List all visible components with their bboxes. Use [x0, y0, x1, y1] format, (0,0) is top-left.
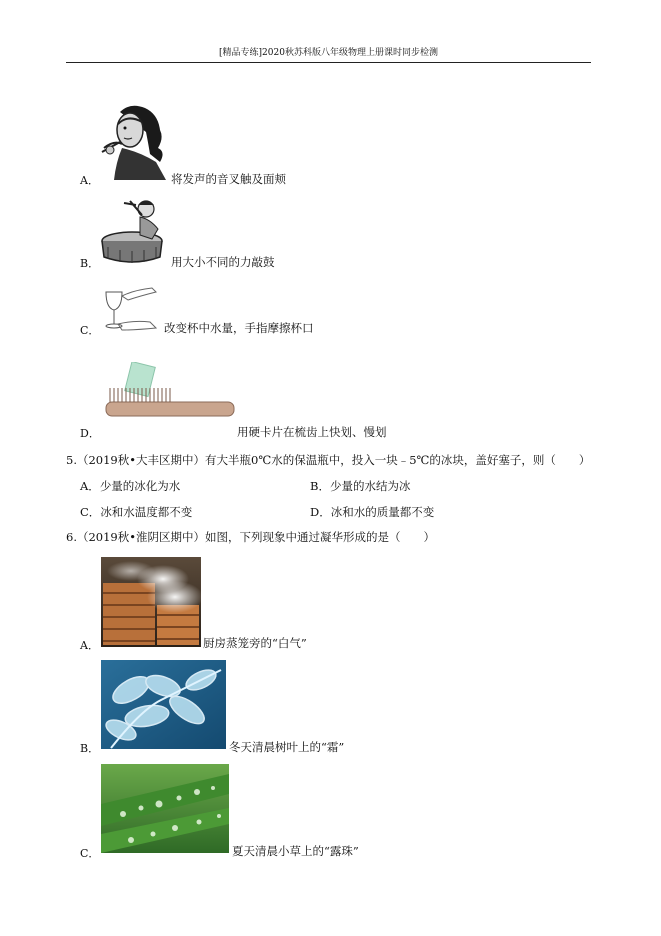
- q4-option-b-text: 用大小不同的力敲鼓: [171, 255, 275, 269]
- q6-option-a-text: 厨房蒸笼旁的“白气”: [203, 636, 307, 650]
- q5-option-a-text: 少量的冰化为水: [99, 479, 181, 493]
- q4-option-a-label: A．: [80, 174, 99, 187]
- dew-grass-photo-icon: [101, 764, 229, 853]
- q4-option-d-label: D．: [80, 427, 100, 440]
- q6-option-b-label: B．: [80, 742, 100, 755]
- frost-leaves-photo-icon: [101, 660, 226, 749]
- q5-option-c: [80, 505, 192, 520]
- q4-option-b-label: B．: [80, 257, 100, 270]
- steamer-photo-icon: [101, 557, 201, 647]
- q4-option-c-text: 改变杯中水量，手指摩擦杯口: [164, 321, 314, 335]
- image-drummer: [100, 195, 172, 265]
- wine-glass-icon: [100, 286, 158, 334]
- image-girl-tuning-fork: [100, 102, 170, 180]
- image-comb-card: [104, 362, 236, 428]
- drummer-icon: [100, 195, 172, 265]
- q6-option-b-text: 冬天清晨树叶上的“霜”: [229, 740, 345, 754]
- q5-option-d-text: 冰和水的质量都不变: [330, 505, 435, 519]
- q5-option-b: [310, 479, 410, 494]
- q5-option-d-label: D．: [310, 505, 331, 519]
- image-dew-grass: [101, 764, 229, 853]
- page-header: [精品专练]2020秋苏科版八年级物理上册课时同步检测: [66, 46, 591, 63]
- q6-stem: 6.（2019秋•淮阴区期中）如图，下列现象中通过凝华形成的是（ ）: [66, 530, 436, 544]
- q4-option-d-text: 用硬卡片在梳齿上快划、慢划: [237, 425, 387, 439]
- q5-option-d: [310, 505, 434, 520]
- image-frost-leaves: [101, 660, 226, 749]
- q5-option-b-label: B．: [310, 479, 330, 493]
- q4-option-a-text: 将发声的音叉触及面颊: [171, 172, 286, 186]
- q5-option-a-label: A．: [80, 479, 100, 493]
- q6-option-a-label: A．: [80, 639, 99, 652]
- image-steamer: [101, 557, 201, 647]
- q5-option-b-text: 少量的水结为冰: [329, 479, 411, 493]
- q5-option-a: [80, 479, 180, 494]
- q5-option-c-text: 冰和水温度都不变: [100, 505, 193, 519]
- girl-tuning-fork-icon: [100, 102, 170, 180]
- q4-option-c-label: C．: [80, 324, 100, 337]
- q5-option-c-label: C．: [80, 505, 101, 519]
- q5-stem: 5.（2019秋•大丰区期中）有大半瓶0℃水的保温瓶中，投入一块﹣5℃的冰块，盖好塞子，则（ ）: [66, 453, 591, 467]
- comb-card-icon: [104, 362, 236, 428]
- image-wine-glass: [100, 286, 158, 334]
- q6-option-c-text: 夏天清晨小草上的“露珠”: [232, 844, 359, 858]
- q6-option-c-label: C．: [80, 847, 100, 860]
